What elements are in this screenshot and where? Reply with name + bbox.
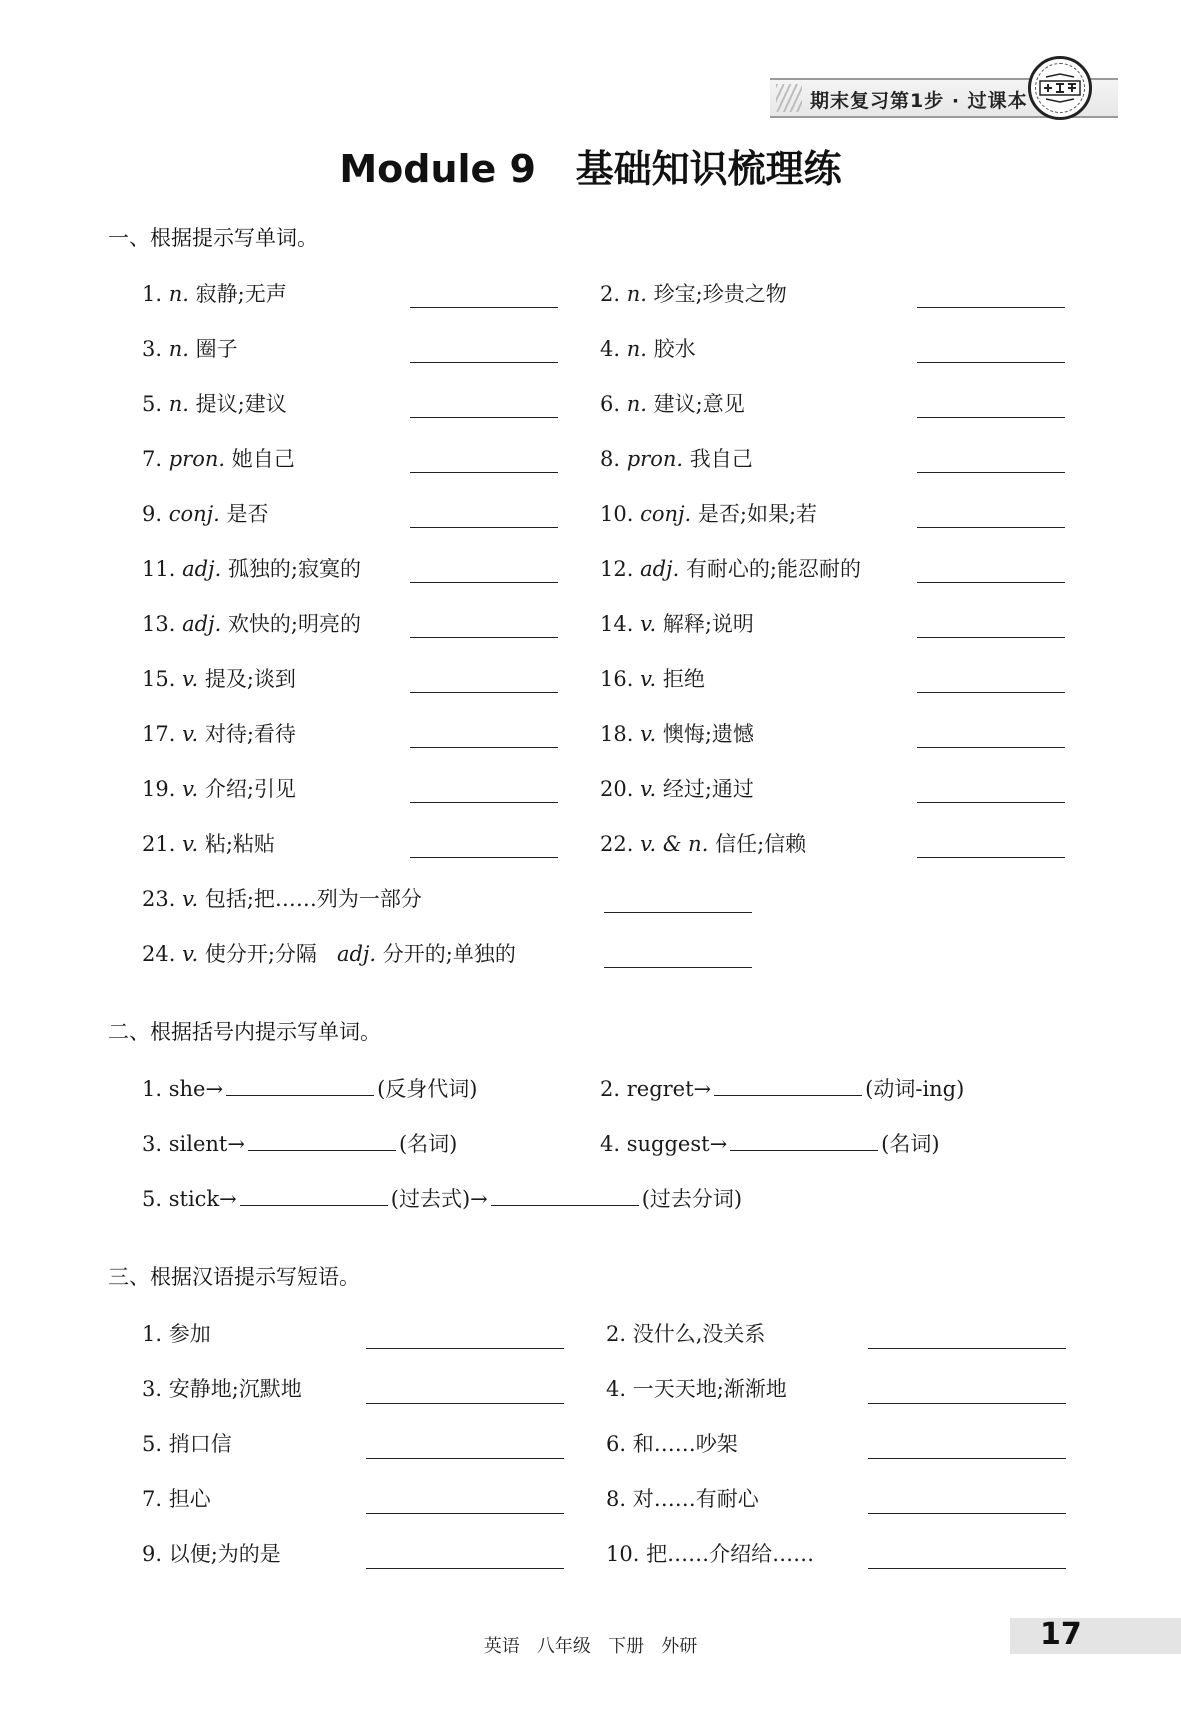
answer-blank[interactable] (714, 1075, 862, 1096)
item-number: 15. (142, 667, 176, 691)
answer-blank[interactable] (410, 692, 558, 693)
item-meaning: 圈子 (195, 337, 238, 361)
part-of-speech: n. (626, 282, 647, 306)
item-number: 11. (142, 557, 176, 581)
section-1-item-13 (142, 608, 361, 638)
item-phrase: 捎口信 (168, 1432, 232, 1456)
section-1-item-17 (142, 718, 296, 748)
item-number: 14. (600, 612, 634, 636)
section-2-item-1 (142, 1073, 477, 1103)
part-of-speech: v. (182, 832, 199, 856)
brand-logo-icon (1038, 73, 1082, 103)
section-1-item-1 (142, 278, 287, 308)
section-1-item-23 (142, 883, 422, 913)
answer-blank[interactable] (226, 1075, 374, 1096)
section-3-item-3 (142, 1373, 302, 1403)
part-of-speech: adj. (640, 557, 680, 581)
item-number: 6. (600, 392, 621, 416)
answer-blank[interactable] (491, 1185, 639, 1206)
section-3-item-8 (606, 1483, 759, 1513)
answer-blank[interactable] (410, 582, 558, 583)
item-meaning: 她自己 (231, 447, 295, 471)
answer-blank[interactable] (366, 1348, 564, 1349)
item-number: 23. (142, 887, 176, 911)
part-of-speech: v. (640, 612, 657, 636)
item-number: 22. (600, 832, 634, 856)
section-1-item-14 (600, 608, 754, 638)
item-meaning: 有耐心的;能忍耐的 (685, 557, 862, 581)
section-1-item-6 (600, 388, 745, 418)
answer-blank[interactable] (917, 307, 1065, 308)
section-1-item-22 (600, 828, 806, 858)
item-number: 20. (600, 777, 634, 801)
answer-blank[interactable] (410, 527, 558, 528)
part-of-speech: v. (182, 942, 199, 966)
section-2-heading: 二、根据括号内提示写单词。 (108, 1020, 381, 1044)
item-number: 5. (142, 392, 163, 416)
answer-blank[interactable] (917, 417, 1065, 418)
item-meaning: 欢快的;明亮的 (227, 612, 362, 636)
answer-blank[interactable] (868, 1568, 1066, 1569)
item-meaning: 是否 (226, 502, 269, 526)
item-meaning: 包括;把……列为一部分 (204, 887, 422, 911)
item-number: 4. (600, 1132, 621, 1156)
page-number: 17 (1040, 1617, 1082, 1652)
section-3-item-4 (606, 1373, 787, 1403)
section-3-item-7 (142, 1483, 211, 1513)
answer-blank[interactable] (730, 1130, 878, 1151)
item-number: 1. (142, 282, 163, 306)
item-meaning: 经过;通过 (662, 777, 754, 801)
item-word: silent→ (168, 1132, 245, 1156)
section-3-item-2 (606, 1318, 765, 1348)
section-3-item-9 (142, 1538, 281, 1568)
item-meaning: 提及;谈到 (204, 667, 296, 691)
item-number: 3. (142, 1377, 163, 1401)
answer-blank[interactable] (604, 912, 752, 913)
section-3-item-10 (606, 1538, 814, 1568)
section-3-item-1 (142, 1318, 211, 1348)
answer-blank[interactable] (868, 1458, 1066, 1459)
item-number: 4. (606, 1377, 627, 1401)
item-meaning: 分开的;单独的 (382, 942, 516, 966)
item-number: 2. (600, 282, 621, 306)
answer-blank[interactable] (248, 1130, 396, 1151)
item-phrase: 参加 (168, 1322, 211, 1346)
part-of-speech: v. (182, 722, 199, 746)
part-of-speech: n. (168, 337, 189, 361)
item-number: 7. (142, 447, 163, 471)
part-of-speech: adj. (182, 612, 222, 636)
item-meaning: 提议;建议 (195, 392, 287, 416)
item-phrase: 把……介绍给…… (646, 1542, 815, 1566)
answer-blank[interactable] (410, 747, 558, 748)
item-hint-2: (过去分词) (641, 1187, 743, 1211)
answer-blank[interactable] (410, 802, 558, 803)
section-1-item-24 (142, 938, 516, 968)
part-of-speech: adj. (182, 557, 222, 581)
answer-blank[interactable] (366, 1568, 564, 1569)
section-1-item-19 (142, 773, 296, 803)
part-of-speech: v. (182, 667, 199, 691)
item-number: 8. (600, 447, 621, 471)
item-meaning: 懊悔;遗憾 (662, 722, 754, 746)
answer-blank[interactable] (917, 747, 1065, 748)
item-number: 4. (600, 337, 621, 361)
section-1-item-20 (600, 773, 754, 803)
section-1-item-11 (142, 553, 361, 583)
item-number: 19. (142, 777, 176, 801)
item-number: 5. (142, 1432, 163, 1456)
part-of-speech: n. (168, 392, 189, 416)
item-number: 13. (142, 612, 176, 636)
item-meaning: 使分开;分隔 (204, 942, 317, 966)
section-2-item-4 (600, 1128, 940, 1158)
item-hint: (过去式)→ (390, 1187, 488, 1211)
answer-blank[interactable] (366, 1458, 564, 1459)
section-1-item-3 (142, 333, 238, 363)
item-meaning: 建议;意见 (653, 392, 745, 416)
item-number: 3. (142, 1132, 163, 1156)
answer-blank[interactable] (917, 802, 1065, 803)
answer-blank[interactable] (410, 417, 558, 418)
answer-blank[interactable] (917, 857, 1065, 858)
item-phrase: 安静地;沉默地 (168, 1377, 302, 1401)
item-number: 7. (142, 1487, 163, 1511)
part-of-speech: n. (626, 392, 647, 416)
answer-blank[interactable] (410, 472, 558, 473)
part-of-speech: pron. (626, 447, 684, 471)
part-of-speech: conj. (640, 502, 692, 526)
part-of-speech: v. & n. (640, 832, 709, 856)
section-1-item-7 (142, 443, 295, 473)
page-title: Module 9 基础知识梳理练 (339, 147, 842, 191)
item-meaning: 粘;粘贴 (204, 832, 275, 856)
answer-blank[interactable] (868, 1348, 1066, 1349)
item-number: 10. (600, 502, 634, 526)
answer-blank[interactable] (604, 967, 752, 968)
item-number: 18. (600, 722, 634, 746)
section-1-item-10 (600, 498, 817, 528)
answer-blank[interactable] (917, 637, 1065, 638)
item-number: 5. (142, 1187, 163, 1211)
item-hint: (名词) (398, 1132, 458, 1156)
item-phrase: 和……吵架 (632, 1432, 738, 1456)
item-number: 6. (606, 1432, 627, 1456)
item-phrase: 一天天地;渐渐地 (632, 1377, 787, 1401)
section-1-item-12 (600, 553, 861, 583)
header-stripes (776, 84, 802, 112)
section-1-item-21 (142, 828, 275, 858)
answer-blank[interactable] (366, 1513, 564, 1514)
item-meaning: 寂静;无声 (195, 282, 287, 306)
part-of-speech: v. (640, 722, 657, 746)
item-word: regret→ (626, 1077, 712, 1101)
part-of-speech: pron. (168, 447, 226, 471)
section-1-item-9 (142, 498, 269, 528)
section-3-heading: 三、根据汉语提示写短语。 (108, 1265, 360, 1289)
answer-blank[interactable] (868, 1513, 1066, 1514)
page-number-box (1010, 1618, 1181, 1654)
item-meaning: 对待;看待 (204, 722, 296, 746)
section-2-item-2 (600, 1073, 964, 1103)
item-hint: (动词-ing) (865, 1077, 965, 1101)
item-number: 1. (142, 1077, 163, 1101)
brand-logo-seal (1028, 56, 1092, 120)
item-meaning: 我自己 (689, 447, 753, 471)
section-1-item-2 (600, 278, 787, 308)
part-of-speech: conj. (168, 502, 220, 526)
part-of-speech: v. (182, 777, 199, 801)
item-number: 16. (600, 667, 634, 691)
item-word: stick→ (168, 1187, 237, 1211)
answer-blank[interactable] (917, 362, 1065, 363)
answer-blank[interactable] (917, 582, 1065, 583)
part-of-speech: n. (626, 337, 647, 361)
part-of-speech: adj. (336, 942, 377, 966)
item-phrase: 担心 (168, 1487, 211, 1511)
item-meaning: 胶水 (653, 337, 696, 361)
item-meaning: 是否;如果;若 (697, 502, 818, 526)
item-number: 1. (142, 1322, 163, 1346)
item-word: suggest→ (626, 1132, 728, 1156)
answer-blank[interactable] (240, 1185, 388, 1206)
item-number: 21. (142, 832, 176, 856)
item-word: she→ (168, 1077, 224, 1101)
section-3-item-6 (606, 1428, 738, 1458)
part-of-speech: v. (640, 667, 657, 691)
section-1-item-4 (600, 333, 696, 363)
part-of-speech: n. (168, 282, 189, 306)
item-hint: (反身代词) (377, 1077, 478, 1101)
item-meaning: 孤独的;寂寞的 (227, 557, 362, 581)
item-number: 17. (142, 722, 176, 746)
section-1-item-5 (142, 388, 287, 418)
item-number: 12. (600, 557, 634, 581)
item-hint: (名词) (881, 1132, 940, 1156)
item-phrase: 没什么,没关系 (632, 1322, 766, 1346)
section-1-item-18 (600, 718, 754, 748)
part-of-speech: v. (640, 777, 657, 801)
item-number: 9. (142, 1542, 163, 1566)
section-1-item-8 (600, 443, 753, 473)
answer-blank[interactable] (917, 692, 1065, 693)
answer-blank[interactable] (366, 1403, 564, 1404)
item-phrase: 以便;为的是 (168, 1542, 281, 1566)
item-number: 10. (606, 1542, 640, 1566)
item-meaning: 拒绝 (662, 667, 705, 691)
item-number: 24. (142, 942, 176, 966)
section-2-item-5 (142, 1183, 742, 1213)
section-3-item-5 (142, 1428, 232, 1458)
part-of-speech: v. (182, 887, 199, 911)
answer-blank[interactable] (868, 1403, 1066, 1404)
answer-blank[interactable] (410, 857, 558, 858)
item-phrase: 对……有耐心 (632, 1487, 759, 1511)
answer-blank[interactable] (410, 637, 558, 638)
item-meaning: 介绍;引见 (204, 777, 296, 801)
section-1-item-15 (142, 663, 296, 693)
item-number: 2. (600, 1077, 621, 1101)
footer-text: 英语 八年级 下册 外研 (483, 1636, 698, 1657)
section-1-heading: 一、根据提示写单词。 (108, 226, 318, 250)
item-meaning: 珍宝;珍贵之物 (653, 282, 787, 306)
item-number: 8. (606, 1487, 627, 1511)
item-number: 9. (142, 502, 163, 526)
answer-blank[interactable] (410, 307, 558, 308)
item-number: 2. (606, 1322, 627, 1346)
answer-blank[interactable] (917, 527, 1065, 528)
answer-blank[interactable] (410, 362, 558, 363)
item-meaning: 信任;信赖 (715, 832, 807, 856)
section-2-item-3 (142, 1128, 457, 1158)
section-1-item-16 (600, 663, 705, 693)
item-meaning: 解释;说明 (662, 612, 754, 636)
header-tab-text: 期末复习第1步 · 过课本 (810, 90, 1028, 112)
answer-blank[interactable] (917, 472, 1065, 473)
item-number: 3. (142, 337, 163, 361)
